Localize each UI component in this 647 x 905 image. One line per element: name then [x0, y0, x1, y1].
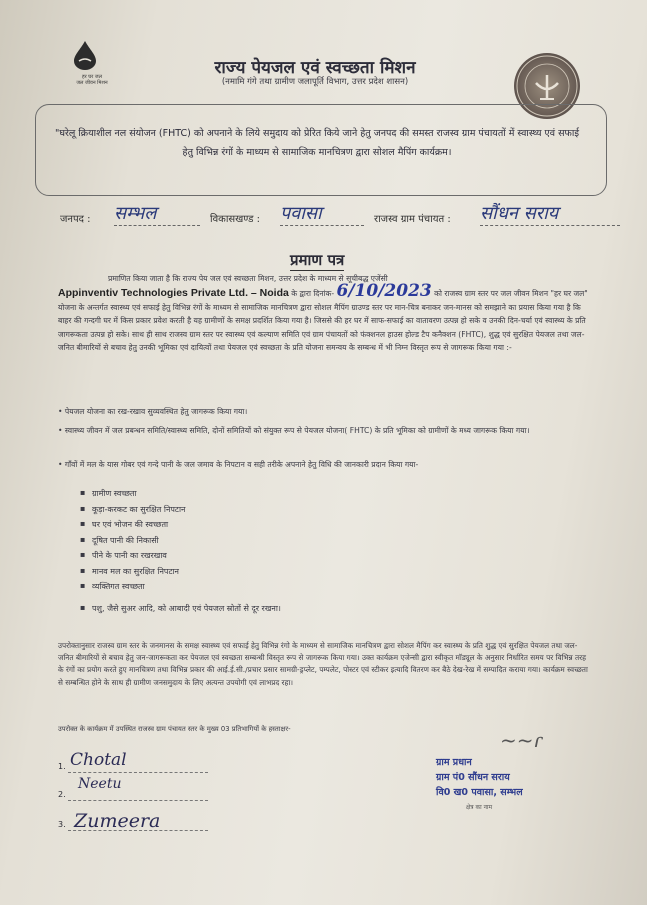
signature-3: Zumeera — [74, 810, 161, 832]
gram-panchayat-value: सौंधन सराय — [480, 201, 620, 226]
signature-2: Neetu — [78, 776, 122, 792]
bullet-1: • पेयजल योजना का रख-रखाव सुव्यवस्थित हेतु जागरूक किया गया। — [58, 407, 248, 416]
program-description: "घरेलू क्रियाशील नल संयोजन (FHTC) को अपनाने के लिये समुदाय को प्रेरित किये जाने हेतु जनपद की समस्त राजस्व ग्राम पंचायतों में स्वास्थ्य एवं सफाई हेतु विभिन्न रंगों के माध्यम से सामाजिक मानचित्रण द्वारा सोशल मैपिंग कार्यक्रम। — [55, 128, 579, 158]
signature-1: Chotal — [70, 750, 127, 770]
logo-caption: हर घर जल जल जीवन मिशन — [76, 74, 108, 86]
signature-line-1 — [68, 772, 208, 773]
sign-number-3: 3. — [58, 820, 66, 829]
list-item: ▪ दूषित पानी की निकासी — [92, 535, 392, 551]
gram-panchayat-label: राजस्व ग्राम पंचायत : — [374, 214, 451, 225]
list-item: ▪ ग्रामीण स्वच्छता — [92, 488, 392, 504]
list-item: ▪ व्यक्तिगत स्वच्छता — [92, 581, 392, 597]
certificate-title: प्रमाण पत्र — [290, 251, 345, 269]
program-date: 6/10/2023 — [336, 281, 432, 302]
bullet-3-text: गाँवों में मल के यास गोबर एवं गन्दे पानी के जल जमाव के निपटान व सही तरीके अपनाने हेतु विधि की जानकारी प्रदान किया गया- — [64, 460, 419, 469]
stamp-line-1: ग्राम प्रधान — [436, 757, 472, 768]
signatures-intro: उपरोक्त के कार्यक्रम में उपस्थित राजस्व ग्राम पंचायत स्तर के मुख्य 03 प्रतिभागियों के हस्ताक्षर- — [58, 725, 291, 733]
stamp-line-2: ग्राम पं0 सौंधन सराय — [436, 772, 510, 783]
para1-date-label: के द्वारा दिनांक- — [291, 289, 335, 299]
sign-number-1: 1. — [58, 762, 66, 771]
stamp-line-3: वि0 ख0 पवासा, सम्भल — [436, 787, 523, 798]
mission-title: राज्य पेयजल एवं स्वच्छता मिशन — [214, 58, 416, 78]
list-item: ▪ पशु, जैसे सुअर आदि, को आबादी एवं पेयजल स्रोतों से दूर रखना। — [92, 603, 392, 619]
bullet-2: • स्वास्थ्य जीवन में जल प्रबन्धन समिति/स्वास्थ्य समिति, दोनों समितियों को संयुक्त रूप से पेयजल योजना( FHTC) के प्रति भूमिका को ग्रामीणों के मध्य जागरूक किया गया। — [58, 426, 530, 435]
certificate-paragraph-2: उपरोक्तानुसार राजस्व ग्राम स्तर के जनमानस के समक्ष स्वास्थ्य एवं सफाई हेतु विभिन्न रंगो के माध्यम से सामाजिक मानचित्रण द्वारा सोशल मैपिंग कर स्वास्थ्य के प्रति शुद्ध एवं सुरक्षित पेयजल तथा जल-जनित बीमारियों से बचाव हेतु जन-जागरूकता कर पेयजल एवं स्वच्छता सम्बन्धी विस्तृत रूप से जागरूक किया गया। उक्त कार्यक्रम एजेन्सी द्वारा स्वीकृत मॉड्यूल के अनुसार निर्धारित समय पर विभिन्न तरह के रंगों का प्रयोग करते हुए मानचित्रण तथा विभिन्न प्रकार की आई.ई.सी./प्रचार प्रसार सामग्री-ड्रप्लेट, पम्पलेट, पोस्टर एवं स्टीकर इत्यादि वितरण कर बैठे देख-रेख में सम्पादित कराया गया। कार्यक्रम स्वच्छता से सम्बन्धित होने के साथ ही ग्रामीण जनसमुदाय के लिए अत्यन्त उपयोगी एवं लाभप्रद रहा। — [58, 641, 588, 687]
block-label: विकासखण्ड : — [210, 214, 261, 225]
agency-name: Appinventiv Technologies Private Ltd. – Noida — [58, 287, 289, 300]
bullet-2-text: स्वास्थ्य जीवन में जल प्रबन्धन समिति/स्वास्थ्य समिति, दोनों समितियों को संयुक्त रूप से पेयजल योजना( FHTC) के प्रति भूमिका को ग्रामीणों के मध्य जागरूक किया गया। — [64, 426, 530, 435]
list-item: ▪ कूड़ा-करकट का सुरक्षित निपटान — [92, 504, 392, 520]
district-label: जनपद : — [60, 214, 91, 225]
signature-line-2 — [68, 800, 208, 801]
certificate-paragraph-1 — [58, 272, 588, 354]
block-value: पवासा — [280, 201, 364, 226]
stamp-line-4: क्षेत्र का नाम — [466, 804, 493, 811]
sanitation-topics-list — [92, 488, 392, 618]
mission-subtitle: (नमामि गंगे तथा ग्रामीण जलापूर्ति विभाग, उत्तर प्रदेश शासन) — [221, 77, 409, 87]
location-fields — [60, 205, 620, 239]
bullet-3: • गाँवों में मल के यास गोबर एवं गन्दे पानी के जल जमाव के निपटान व सही तरीके अपनाने हेतु विधि की जानकारी प्रदान किया गया- — [58, 460, 419, 469]
bullet-1-text: पेयजल योजना का रख-रखाव सुव्यवस्थित हेतु जागरूक किया गया। — [64, 407, 248, 416]
sign-number-2: 2. — [58, 790, 66, 799]
pradhan-stamp — [436, 755, 576, 815]
list-item: ▪ घर एवं भोजन की स्वच्छता — [92, 519, 392, 535]
pradhan-signature: ~~ɾ — [500, 728, 543, 752]
list-item: ▪ पीने के पानी का रखरखाव — [92, 550, 392, 566]
para1-body: को राजस्व ग्राम स्तर पर जल जीवन मिशन "हर घर जल" योजना के अन्तर्गत स्वास्थ्य एवं सफाई हेतु विभिन्न रंगों के माध्यम से सामाजिक मानचित्रण द्वारा सोशल मैपिंग ग्राउण्ड स्तर पर मान-चित्र बनाकर जन-मानस को समझाने का प्रयास किया गया है कि बाहर की गन्दगी घर में किस प्रकार प्रवेश करती है यह ग्रामीणों के समक्ष प्रदर्शित किया गया है। जिससे की हर घर में साफ-सफाई का वातावरण उत्पन्न हो सके व उनकी दिन-चर्या एवं स्वास्थ्य के प्रति जागरूकता उत्पन्न हो सके। साथ ही साथ राजस्व ग्राम स्तर पर स्वास्थ्य एवं कल्याण समिति एवं ग्राम पंचायतों को फंक्शनल हाउस होल्ड टैप कनैक्शन (FHTC), शुद्ध एवं सुरक्षित पेयजल तथा जल-जनित बीमारियों से बचाव हेतु उनकी भूमिका एवं दायित्वों तथा पेयजल एवं स्वच्छता के प्रति योजना समन्वय के सम्बन्ध में भी निम्न विस्तृत रूप से जागरूक किया गया :- — [58, 289, 588, 353]
water-drop-icon — [72, 40, 98, 70]
para1-intro: प्रमाणित किया जाता है कि राज्य पेय जल एवं स्वच्छता मिशन, उत्तर प्रदेश के माध्यम से सूचीबद्ध एजेंसी — [108, 274, 388, 283]
jal-jeevan-logo — [72, 40, 112, 90]
list-item: ▪ मानव मल का सुरक्षित निपटान — [92, 566, 392, 582]
district-value: सम्भल — [114, 201, 200, 226]
